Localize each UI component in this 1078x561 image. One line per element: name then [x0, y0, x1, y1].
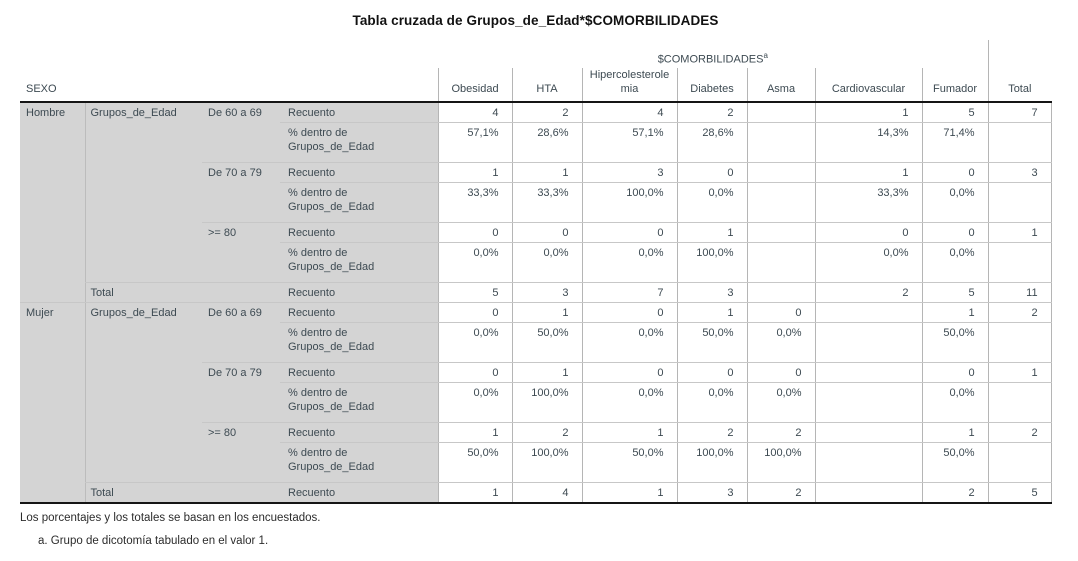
- stat-label-percent: [280, 243, 438, 283]
- column-header: [922, 68, 988, 102]
- count-cell: 1: [922, 303, 988, 323]
- stat-label-percent-text: % dentro de Grupos_de_Edad: [288, 247, 375, 273]
- stat-label-percent-text: % dentro de Grupos_de_Edad: [288, 327, 375, 353]
- percent-cell: [815, 323, 922, 363]
- percent-cell: 50,0%: [922, 443, 988, 483]
- footnote-percentages: Los porcentajes y los totales se basan en los encuestados.: [20, 512, 321, 524]
- percent-cell: 0,0%: [815, 243, 922, 283]
- total-count-cell: 3: [512, 283, 582, 303]
- stat-label-percent: [280, 323, 438, 363]
- stat-label-count: Recuento: [280, 303, 438, 323]
- total-count-cell: 7: [582, 283, 677, 303]
- column-header: [747, 68, 815, 102]
- column-header-text: Cardiovascular: [831, 83, 906, 95]
- percent-cell: 50,0%: [922, 323, 988, 363]
- stat-label-percent: [280, 183, 438, 223]
- percent-cell: 0,0%: [922, 383, 988, 423]
- percent-cell: 0,0%: [677, 183, 747, 223]
- age-rowgroup-header: Grupos_de_Edad: [85, 102, 202, 283]
- column-header: [815, 68, 922, 102]
- percent-cell: 100,0%: [512, 383, 582, 423]
- footnotes: [20, 511, 1051, 549]
- count-cell: 1: [815, 163, 922, 183]
- count-cell: 1: [988, 223, 1051, 243]
- column-header-text: Fumador: [933, 83, 978, 95]
- percent-cell: 0,0%: [582, 323, 677, 363]
- count-cell: 2: [677, 102, 747, 123]
- total-count-cell: [815, 483, 922, 504]
- stat-label-percent-text: % dentro de Grupos_de_Edad: [288, 387, 375, 413]
- comorbidities-group-header: $COMORBILIDADES$^a$: [657, 50, 768, 66]
- group-footnote-marker: a: [763, 50, 768, 60]
- stat-label-percent: [280, 383, 438, 423]
- percent-cell: [988, 443, 1051, 483]
- count-cell: 5: [922, 102, 988, 123]
- count-cell: 2: [747, 423, 815, 443]
- count-cell: 0: [677, 163, 747, 183]
- total-count-cell: 2: [747, 483, 815, 504]
- sexo-corner-header: SEXO: [20, 40, 438, 102]
- percent-cell: [747, 243, 815, 283]
- column-header-text: Diabetes: [690, 83, 734, 95]
- table-header: [20, 40, 1051, 102]
- count-cell: 0: [815, 223, 922, 243]
- count-cell: 1: [582, 423, 677, 443]
- age-group-row-header: De 60 a 69: [202, 102, 280, 163]
- count-cell: 0: [438, 363, 512, 383]
- percent-cell: 28,6%: [677, 123, 747, 163]
- total-count-cell: 11: [988, 283, 1051, 303]
- column-header: [677, 68, 747, 102]
- count-cell: 1: [512, 303, 582, 323]
- count-cell: 7: [988, 102, 1051, 123]
- count-cell: [747, 102, 815, 123]
- stat-label-count: Recuento: [280, 163, 438, 183]
- count-cell: 0: [512, 223, 582, 243]
- count-cell: 0: [747, 303, 815, 323]
- count-cell: 1: [512, 363, 582, 383]
- percent-cell: [988, 323, 1051, 363]
- percent-cell: 71,4%: [922, 123, 988, 163]
- percent-cell: 0,0%: [747, 383, 815, 423]
- stat-label-count: Recuento: [280, 483, 438, 504]
- count-cell: [747, 163, 815, 183]
- count-cell: 1: [438, 163, 512, 183]
- percent-cell: 0,0%: [512, 243, 582, 283]
- column-header-text: Asma: [766, 83, 796, 95]
- stat-label-percent-text: % dentro de Grupos_de_Edad: [288, 447, 375, 473]
- count-cell: 0: [582, 303, 677, 323]
- count-cell: 0: [582, 363, 677, 383]
- total-count-cell: 3: [677, 483, 747, 504]
- percent-cell: 50,0%: [677, 323, 747, 363]
- stat-label-count: Recuento: [280, 283, 438, 303]
- total-count-cell: 2: [815, 283, 922, 303]
- percent-cell: [988, 243, 1051, 283]
- percent-cell: 57,1%: [582, 123, 677, 163]
- total-count-cell: 1: [582, 483, 677, 504]
- percent-cell: 100,0%: [677, 243, 747, 283]
- percent-cell: 57,1%: [438, 123, 512, 163]
- count-cell: 1: [438, 423, 512, 443]
- percent-cell: [988, 123, 1051, 163]
- count-cell: [747, 223, 815, 243]
- total-count-cell: 5: [438, 283, 512, 303]
- total-count-cell: 5: [988, 483, 1051, 504]
- total-count-cell: 2: [922, 483, 988, 504]
- percent-cell: 0,0%: [438, 383, 512, 423]
- percent-cell: 0,0%: [922, 183, 988, 223]
- count-cell: 4: [582, 102, 677, 123]
- count-cell: 1: [815, 102, 922, 123]
- percent-cell: 100,0%: [747, 443, 815, 483]
- age-group-row-header: De 70 a 79: [202, 363, 280, 423]
- percent-cell: 50,0%: [582, 443, 677, 483]
- stat-label-percent-text: % dentro de Grupos_de_Edad: [288, 187, 375, 213]
- count-cell: 1: [512, 163, 582, 183]
- count-cell: 2: [512, 102, 582, 123]
- total-column-header: Total: [988, 40, 1051, 102]
- age-group-row-header: >= 80: [202, 223, 280, 283]
- percent-cell: 100,0%: [512, 443, 582, 483]
- percent-cell: [747, 123, 815, 163]
- percent-cell: 0,0%: [582, 243, 677, 283]
- count-cell: [815, 363, 922, 383]
- column-header-text: Obesidad: [451, 83, 499, 95]
- count-cell: 2: [988, 303, 1051, 323]
- percent-cell: 0,0%: [677, 383, 747, 423]
- percent-cell: [815, 383, 922, 423]
- count-cell: 1: [922, 423, 988, 443]
- count-cell: [815, 423, 922, 443]
- table-body: [20, 102, 1051, 503]
- count-cell: 4: [438, 102, 512, 123]
- table-title: Tabla cruzada de Grupos_de_Edad*$COMORBILIDADES: [352, 13, 719, 28]
- column-header: [582, 68, 677, 102]
- total-count-cell: [747, 283, 815, 303]
- percent-cell: 33,3%: [512, 183, 582, 223]
- age-group-row-header: De 70 a 79: [202, 163, 280, 223]
- stat-label-count: Recuento: [280, 223, 438, 243]
- count-cell: 2: [677, 423, 747, 443]
- stat-label-percent: [280, 123, 438, 163]
- count-cell: 0: [438, 303, 512, 323]
- column-header-text: HTA: [536, 83, 558, 95]
- column-header-text: Hipercolesterolemia: [589, 69, 670, 95]
- count-cell: 0: [922, 163, 988, 183]
- total-count-cell: 1: [438, 483, 512, 504]
- total-row-header: Total: [85, 283, 280, 303]
- percent-cell: 28,6%: [512, 123, 582, 163]
- stat-label-percent: [280, 443, 438, 483]
- total-count-cell: 5: [922, 283, 988, 303]
- percent-cell: 0,0%: [747, 323, 815, 363]
- count-cell: 0: [922, 223, 988, 243]
- column-header: [512, 68, 582, 102]
- stat-label-count: Recuento: [280, 363, 438, 383]
- percent-cell: 100,0%: [677, 443, 747, 483]
- total-count-cell: 3: [677, 283, 747, 303]
- percent-cell: 50,0%: [438, 443, 512, 483]
- stat-label-percent-text: % dentro de Grupos_de_Edad: [288, 127, 375, 153]
- stat-label-count: Recuento: [280, 423, 438, 443]
- age-rowgroup-header: Grupos_de_Edad: [85, 303, 202, 483]
- percent-cell: [815, 443, 922, 483]
- percent-cell: 0,0%: [438, 243, 512, 283]
- age-group-row-header: >= 80: [202, 423, 280, 483]
- stat-label-count: Recuento: [280, 102, 438, 123]
- percent-cell: 0,0%: [922, 243, 988, 283]
- count-cell: 2: [988, 423, 1051, 443]
- percent-cell: 33,3%: [438, 183, 512, 223]
- percent-cell: 0,0%: [582, 383, 677, 423]
- percent-cell: [988, 183, 1051, 223]
- percent-cell: 50,0%: [512, 323, 582, 363]
- percent-cell: [747, 183, 815, 223]
- age-group-row-header: De 60 a 69: [202, 303, 280, 363]
- percent-cell: 14,3%: [815, 123, 922, 163]
- column-header: [438, 68, 512, 102]
- total-count-cell: 4: [512, 483, 582, 504]
- percent-cell: [988, 383, 1051, 423]
- count-cell: 1: [677, 303, 747, 323]
- footnote-dichotomy: a. Grupo de dicotomía tabulado en el valor 1.: [38, 535, 269, 547]
- count-cell: 1: [988, 363, 1051, 383]
- count-cell: 0: [677, 363, 747, 383]
- count-cell: 0: [922, 363, 988, 383]
- count-cell: 2: [512, 423, 582, 443]
- count-cell: 3: [988, 163, 1051, 183]
- percent-cell: 0,0%: [438, 323, 512, 363]
- count-cell: [815, 303, 922, 323]
- percent-cell: 100,0%: [582, 183, 677, 223]
- count-cell: 1: [677, 223, 747, 243]
- count-cell: 0: [582, 223, 677, 243]
- sex-row-header: Hombre: [20, 102, 85, 303]
- crosstab-table: [20, 40, 1052, 504]
- count-cell: 0: [438, 223, 512, 243]
- percent-cell: 33,3%: [815, 183, 922, 223]
- total-row-header: Total: [85, 483, 280, 504]
- count-cell: 3: [582, 163, 677, 183]
- sex-row-header: Mujer: [20, 303, 85, 504]
- count-cell: 0: [747, 363, 815, 383]
